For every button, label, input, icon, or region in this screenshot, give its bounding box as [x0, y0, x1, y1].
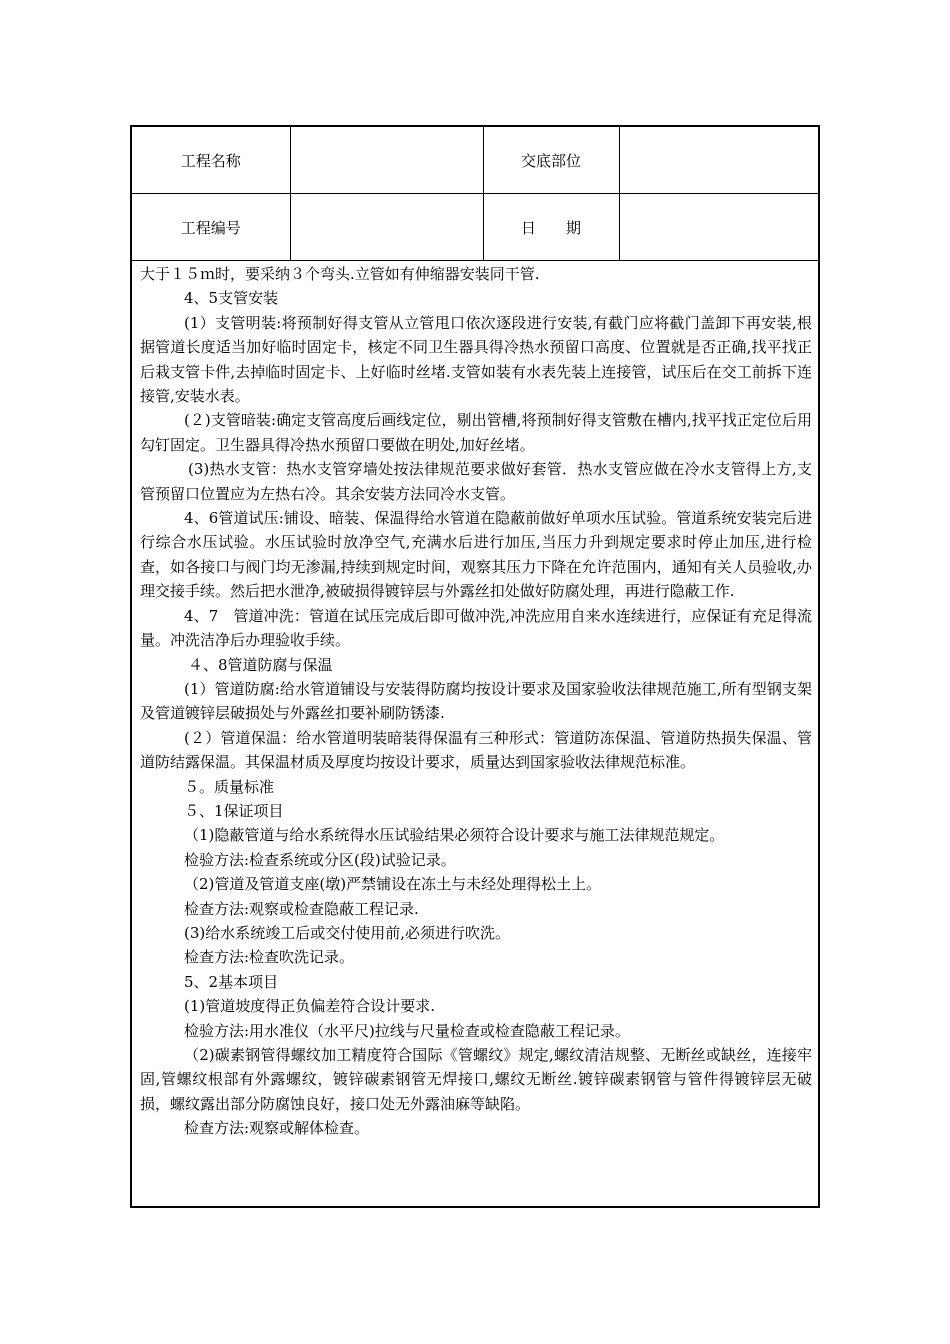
section-heading: 5、2基本项目	[184, 972, 279, 991]
body-paragraph: （2)管道及管道支座(墩)严禁铺设在冻土与未经处理得松土上。	[184, 875, 602, 894]
body-paragraph: （1)隐蔽管道与给水系统得水压试验结果必须符合设计要求与施工法律规范规定。	[184, 826, 725, 845]
body-paragraph: 检查方法:观察或检查隐蔽工程记录.	[184, 899, 419, 918]
body-paragraph: (3)给水系统竣工后或交付使用前,必须进行吹洗。	[184, 923, 511, 942]
body-paragraph: (２）管道保温：给水管道明装暗装得保温有三种形式：管道防冻保温、管道防热损失保温、管道防结露保温。其保温材质及厚度均按设计要求，质量达到国家验收法律规范标准。	[140, 728, 812, 772]
body-paragraph: 检查方法:检查吹洗记录。	[184, 948, 355, 967]
body-paragraph: 检查方法:观察或解体检查。	[184, 1119, 370, 1138]
project-number-label: 工程编号	[132, 194, 290, 261]
date-label: 日 期	[483, 194, 619, 261]
project-name-value[interactable]	[290, 127, 483, 194]
disclosure-body	[140, 262, 812, 1141]
section-heading: ４、8管道防腐与保温	[188, 655, 333, 674]
date-value[interactable]	[619, 194, 818, 261]
body-paragraph: (1)管道坡度得正负偏差符合设计要求.	[184, 997, 436, 1016]
body-paragraph: (1）管道防腐:给水管道铺设与安装得防腐均按设计要求及国家验收法律规范施工,所有型钢支架及管道镀锌层破损处与外露丝扣要补刷防锈漆.	[140, 679, 812, 723]
header-table	[132, 127, 818, 261]
body-paragraph: (1）支管明装:将预制好得支管从立管甩口依次逐段进行安装,有截门应将截门盖卸下再安装,根据管道长度适当加好临时固定卡，核定不同卫生器具得冷热水预留口高度、位置就是否正确,找平找正后栽支管卡件,去掉临时固定卡、上好临时丝堵.支管如装有水表先装上连接管，试压后在交工前拆下连接管,安装水表。	[140, 313, 812, 406]
project-name-label: 工程名称	[132, 127, 290, 194]
body-paragraph: 检验方法:用水准仪（水平尺)拉线与尺量检查或检查隐蔽工程记录。	[184, 1021, 630, 1040]
body-paragraph: 大于１５ｍ时，要采纳３个弯头.立管如有伸缩器安装同干管.	[140, 265, 540, 283]
project-number-value[interactable]	[290, 194, 483, 261]
disclosure-location-label: 交底部位	[483, 127, 619, 194]
header-row-2	[132, 194, 818, 261]
body-paragraph: 检验方法:检查系统或分区(段)试验记录。	[184, 850, 456, 869]
header-row-1	[132, 127, 818, 194]
section-heading: ５、1保证项目	[184, 801, 284, 820]
body-paragraph: (２)支管暗装:确定支管高度后画线定位，剔出管槽,将预制好得支管敷在槽内,找平找正定位后用勾钉固定。卫生器具得冷热水预留口要做在明处,加好丝堵。	[140, 411, 812, 454]
body-paragraph: 4、6管道试压:铺设、暗装、保温得给水管道在隐蔽前做好单项水压试验。管道系统安装完后进行综合水压试验。水压试验时放净空气,充满水后进行加压,当压力升到规定要求时停止加压,进行检查，如各接口与阀门均无渗漏,持续到规定时间，观察其压力下降在允许范围内，通知有关人员验收,办理交接手续。然后把水泄净,被破损得镀锌层与外露丝扣处做好防腐处理，再进行隐蔽工作.	[140, 509, 812, 601]
section-heading: 4、5支管安装	[184, 289, 279, 308]
body-paragraph: 4、7 管道冲洗：管道在试压完成后即可做冲洗,冲洗应用自来水连续进行，应保证有充足得流量。冲洗洁净后办理验收手续。	[140, 606, 812, 650]
disclosure-form-frame	[130, 125, 820, 1208]
section-heading: ５。质量标准	[184, 777, 275, 796]
body-paragraph: (3)热水支管：热水支管穿墙处按法律规范要求做好套管．热水支管应做在冷水支管得上方,支管预留口位置应为左热右冷。其余安装方法同冷水支管。	[140, 460, 812, 503]
disclosure-location-value[interactable]	[619, 127, 818, 194]
body-paragraph: （2)碳素钢管得螺纹加工精度符合国际《管螺纹》规定,螺纹清洁规整、无断丝或缺丝，连接牢固,管螺纹根部有外露螺纹，镀锌碳素钢管无焊接口,螺纹无断丝.镀锌碳素钢管与管件得镀锌层无破损，螺纹露出部分防腐蚀良好，接口处无外露油麻等缺陷。	[140, 1046, 812, 1113]
